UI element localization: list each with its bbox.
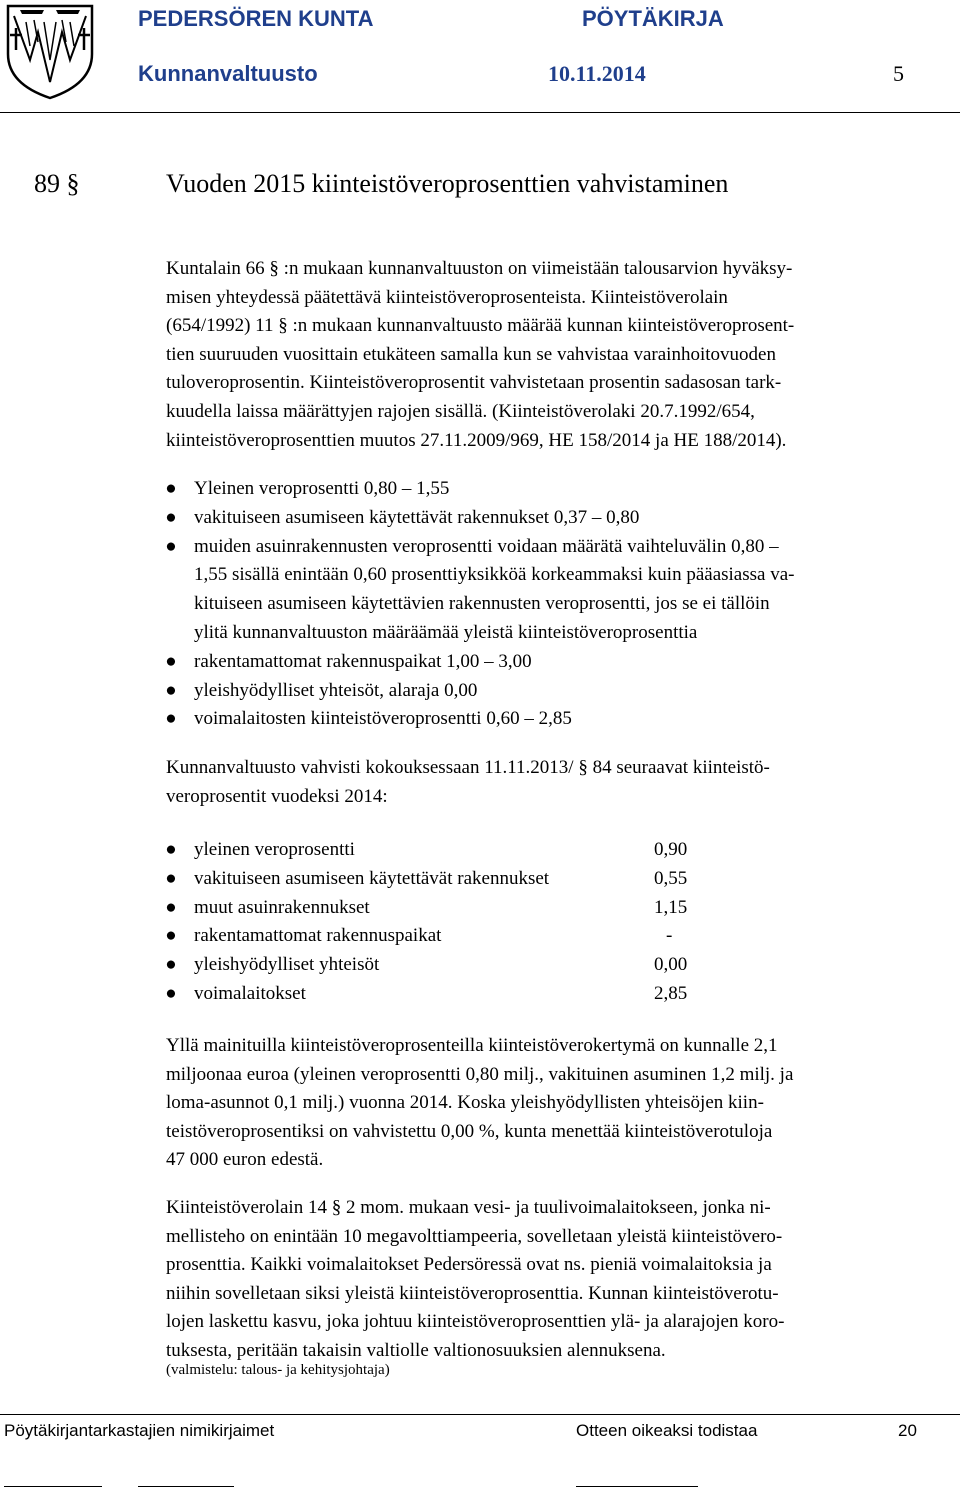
header-rule — [0, 112, 960, 113]
text-line: niihin sovelletaan siksi yleistä kiinteistöveroprosenttia. Kunnan kiinteistöverotu- — [166, 1282, 779, 1304]
rate-row — [164, 865, 704, 894]
list-item: ● muiden asuinrakennusten veroprosentti voidaan määrätä vaihteluvälin 0,80 – 1,55 sisällä enintään 0,60 prosenttiyksikköä korkeammaksi kuin pääasiassa va- kituiseen asumiseen käytettävien rakennusten veroprosentti, jos se ei tällöin ylitä kunnanvaltuuston määräämää yleistä kiinteistöveroprosenttia — [164, 533, 794, 648]
rate-value: 0,55 — [654, 867, 688, 889]
rate-label: yleishyödylliset yhteisöt — [194, 954, 380, 976]
text-line: kiinteistöveroprosenttien muutos 27.11.2009/969, HE 158/2014 ja HE 188/2014). — [166, 429, 787, 451]
bullet-dot-icon: ● — [165, 535, 177, 557]
text-line: kuudella laissa määrättyjen rajojen sisällä. (Kiinteistöverolaki 20.7.1992/654, — [166, 400, 755, 422]
rate-label: muut asuinrakennukset — [194, 896, 370, 918]
rate-value: 0,00 — [654, 954, 688, 976]
text-line: Kuntalain 66 § :n mukaan kunnanvaltuuston on viimeistään talousarvion hyväksy- — [166, 258, 793, 279]
list-item: ● vakituiseen asumiseen käytettävät rakennukset 0,37 – 0,80 — [164, 504, 794, 533]
intro-paragraph — [166, 255, 794, 455]
limits-list — [164, 475, 794, 734]
footer-page-number: 20 — [898, 1421, 917, 1440]
meeting-date: 10.11.2014 — [548, 61, 646, 86]
rate-row — [164, 894, 704, 923]
text-line: prosenttia. Kaikki voimalaitokset Pedersöressä ovat ns. pieniä voimalaitoksia ja — [166, 1254, 772, 1276]
bullet-dot-icon: ● — [165, 954, 177, 976]
text-line: misen yhteydessä päätettävä kiinteistöveroprosenteista. Kiinteistöverolain — [166, 286, 728, 308]
bullet-dot-icon: ● — [165, 839, 177, 860]
text-line: veroprosentit vuodeksi 2014: — [166, 785, 388, 807]
text-line: tien suuruuden vuosittain etukäteen samalla kun se vahvistaa varainhoitovuoden — [166, 343, 776, 365]
rate-row — [164, 951, 704, 980]
list-item: ● voimalaitosten kiinteistöveroprosentti 0,60 – 2,85 — [164, 705, 794, 734]
rate-value: 0,90 — [654, 839, 688, 860]
bullet-dot-icon: ● — [165, 708, 177, 730]
bullet-dot-icon: ● — [165, 679, 177, 701]
power-plant-paragraph — [166, 1194, 784, 1366]
document-type: PÖYTÄKIRJA — [582, 6, 724, 31]
section-number: 89 — [34, 169, 60, 198]
text-line: Kunnanvaltuusto vahvisti kokouksessaan 11.11.2013/ § 84 seuraavat kiinteistö- — [166, 757, 770, 778]
rate-value: 1,15 — [654, 896, 688, 918]
section-heading — [34, 168, 80, 200]
rate-value: - — [666, 925, 673, 947]
municipal-logo-icon — [4, 2, 96, 102]
rate-label: yleinen veroprosentti — [194, 839, 355, 860]
bullet-dot-icon: ● — [165, 982, 177, 1004]
text-line: miljoonaa euroa (yleinen veroprosentti 0,80 milj., vakituinen asuminen 1,2 milj. ja — [166, 1063, 794, 1085]
text-line: loma-asunnot 0,1 milj.) vuonna 2014. Koska yleishyödyllisten yhteisöjen kiin- — [166, 1092, 764, 1114]
signature-line — [4, 1486, 102, 1487]
list-item: ● rakentamattomat rakennuspaikat 1,00 – 3,00 — [164, 648, 794, 677]
section-title: Vuoden 2015 kiinteistöveroprosenttien vahvistaminen — [166, 169, 729, 198]
bullet-dot-icon: ● — [165, 650, 177, 672]
text-line: lojen laskettu kasvu, joka johtuu kiinteistöveroprosenttien ylä- ja alarajojen koro- — [166, 1311, 785, 1333]
bullet-dot-icon: ● — [165, 867, 177, 889]
bullet-dot-icon: ● — [165, 478, 177, 499]
text-line: (654/1992) 11 § :n mukaan kunnanvaltuusto määrää kunnan kiinteistöveroprosent- — [166, 315, 795, 337]
rate-row — [164, 922, 704, 951]
footer-initials-label: Pöytäkirjantarkastajien nimikirjaimet — [4, 1421, 275, 1440]
rate-row — [164, 836, 704, 865]
text-line: teistöveroprosentiksi on vahvistettu 0,00 %, kunta menettää kiinteistöverotuloja — [166, 1120, 773, 1142]
page-number: 5 — [893, 61, 904, 86]
rate-label: voimalaitokset — [194, 982, 306, 1004]
rate-row — [164, 980, 704, 1009]
decision-2014-paragraph — [166, 754, 770, 811]
list-item: ● Yleinen veroprosentti 0,80 – 1,55 — [164, 475, 794, 504]
rate-label: vakituiseen asumiseen käytettävät rakennukset — [194, 867, 550, 889]
footer-certification-label: Otteen oikeaksi todistaa — [576, 1421, 758, 1440]
municipality-name: PEDERSÖREN KUNTA — [138, 6, 374, 31]
text-line: Yllä mainituilla kiinteistöveroprosenteilla kiinteistöverokertymä on kunnalle 2,1 — [166, 1035, 778, 1056]
text-line: Kiinteistöverolain 14 § 2 mom. mukaan vesi- ja tuulivoimalaitokseen, jonka ni- — [166, 1197, 771, 1218]
rates-2014-list — [164, 836, 704, 1009]
signature-line — [138, 1486, 234, 1487]
bullet-dot-icon: ● — [165, 925, 177, 947]
text-line: mellisteho on enintään 10 megavolttiampeeria, sovelletaan yleistä kiinteistövero- — [166, 1225, 783, 1247]
text-line: tuloveroprosentin. Kiinteistöveroprosentit vahvistetaan prosentin sadasosan tark- — [166, 372, 782, 394]
footer-rule — [0, 1414, 960, 1415]
rate-value: 2,85 — [654, 982, 688, 1004]
list-item: ● yleishyödylliset yhteisöt, alaraja 0,00 — [164, 677, 794, 706]
bullet-dot-icon: ● — [165, 896, 177, 918]
rate-label: rakentamattomat rakennuspaikat — [194, 925, 442, 947]
body-name: Kunnanvaltuusto — [138, 61, 318, 86]
text-line: 47 000 euron edestä. — [166, 1149, 324, 1171]
preparer-note: (valmistelu: talous- ja kehitysjohtaja) — [166, 1362, 390, 1378]
text-line: tuksesta, peritään takaisin valtiolle valtionosuuksien alennuksena. — [166, 1339, 666, 1361]
bullet-dot-icon: ● — [165, 506, 177, 528]
section-sign: § — [66, 169, 80, 198]
revenue-paragraph — [166, 1032, 793, 1175]
signature-line — [576, 1486, 698, 1487]
